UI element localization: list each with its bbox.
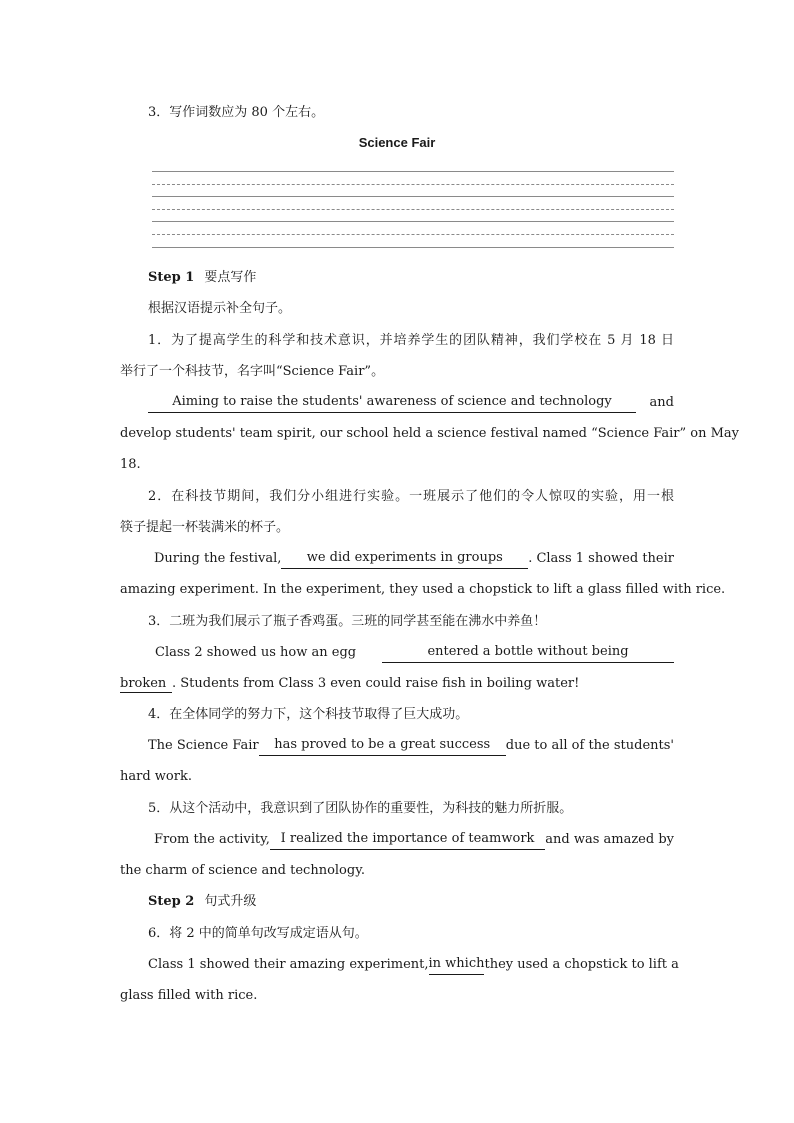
requirement-3: 3．写作词数应为 80 个左右。 bbox=[148, 105, 325, 120]
q2-before: During the festival, bbox=[154, 551, 282, 566]
essay-title: Science Fair bbox=[358, 135, 436, 150]
q6-english-line1 bbox=[148, 955, 679, 975]
q3-before: Class 2 showed us how an egg bbox=[155, 645, 357, 660]
step1-label: Step 1 bbox=[148, 270, 195, 285]
q3-answer-part2: broken bbox=[120, 675, 172, 693]
q5-english-line1 bbox=[154, 830, 674, 850]
q1-chinese-line2: 举行了一个科技节，名字叫“Science Fair”。 bbox=[120, 364, 385, 379]
q2-chinese-line1: 2．在科技节期间，我们分小组进行实验。一班展示了他们的令人惊叹的实验，用一根 bbox=[148, 489, 674, 504]
q6-chinese: 6．将 2 中的简单句改写成定语从句。 bbox=[148, 926, 368, 941]
step2-heading bbox=[148, 892, 674, 912]
q6-after: they used a chopstick to lift a bbox=[484, 957, 679, 972]
q1-answer: Aiming to raise the students' awareness of science and technology bbox=[148, 393, 636, 413]
q5-english-line2: the charm of science and technology. bbox=[120, 863, 365, 878]
q4-english-line1 bbox=[148, 736, 674, 756]
writing-line bbox=[152, 171, 674, 172]
q3-after: . Students from Class 3 even could raise fish in boiling water! bbox=[172, 676, 580, 691]
q3-chinese: 3．二班为我们展示了瓶子香鸡蛋。三班的同学甚至能在沸水中养鱼！ bbox=[148, 614, 547, 629]
q3-answer-part1: entered a bottle without being bbox=[382, 643, 674, 663]
q6-before: Class 1 showed their amazing experiment, bbox=[148, 957, 429, 972]
q2-english-line2: amazing experiment. In the experiment, they used a chopstick to lift a glass filled with rice. bbox=[120, 582, 726, 597]
q6-english-line2: glass filled with rice. bbox=[120, 988, 258, 1003]
writing-line bbox=[152, 234, 674, 235]
writing-line bbox=[152, 247, 674, 248]
q2-answer: we did experiments in groups bbox=[281, 549, 528, 569]
q2-english-line1 bbox=[154, 549, 674, 569]
writing-line bbox=[152, 196, 674, 197]
instruction: 根据汉语提示补全句子。 bbox=[148, 301, 292, 316]
q3-english-line2 bbox=[120, 674, 674, 694]
q1-chinese-line1: 1．为了提高学生的科学和技术意识，并培养学生的团队精神，我们学校在 5 月 18 日 bbox=[148, 333, 674, 348]
q4-after: due to all of the students' bbox=[505, 738, 674, 753]
q4-chinese: 4．在全体同学的努力下，这个科技节取得了巨大成功。 bbox=[148, 707, 469, 722]
q4-english-line2: hard work. bbox=[120, 769, 192, 784]
q2-chinese-line2: 筷子提起一杯装满米的杯子。 bbox=[120, 520, 290, 535]
q1-after: and bbox=[649, 395, 674, 410]
q5-after: and was amazed by bbox=[545, 832, 674, 847]
q3-english-line1 bbox=[155, 643, 674, 663]
step1-title: 要点写作 bbox=[204, 270, 257, 285]
q6-answer: in which bbox=[429, 955, 485, 975]
q5-chinese: 5．从这个活动中，我意识到了团队协作的重要性，为科技的魅力所折服。 bbox=[148, 801, 573, 816]
writing-line bbox=[152, 221, 674, 222]
writing-line bbox=[152, 184, 674, 185]
q4-answer: has proved to be a great success bbox=[259, 736, 506, 756]
writing-line bbox=[152, 209, 674, 210]
step2-label: Step 2 bbox=[148, 894, 195, 909]
q5-answer: I realized the importance of teamwork bbox=[270, 830, 545, 850]
step2-title: 句式升级 bbox=[204, 894, 257, 909]
q2-after: . Class 1 showed their bbox=[528, 551, 674, 566]
q1-answer-line bbox=[148, 393, 674, 413]
q1-english-line3: 18. bbox=[120, 457, 141, 472]
step1-heading bbox=[148, 268, 674, 288]
q4-before: The Science Fair bbox=[148, 738, 259, 753]
q5-before: From the activity, bbox=[154, 832, 270, 847]
q1-english-line2: develop students' team spirit, our school held a science festival named “Science Fair” on May bbox=[120, 426, 740, 441]
